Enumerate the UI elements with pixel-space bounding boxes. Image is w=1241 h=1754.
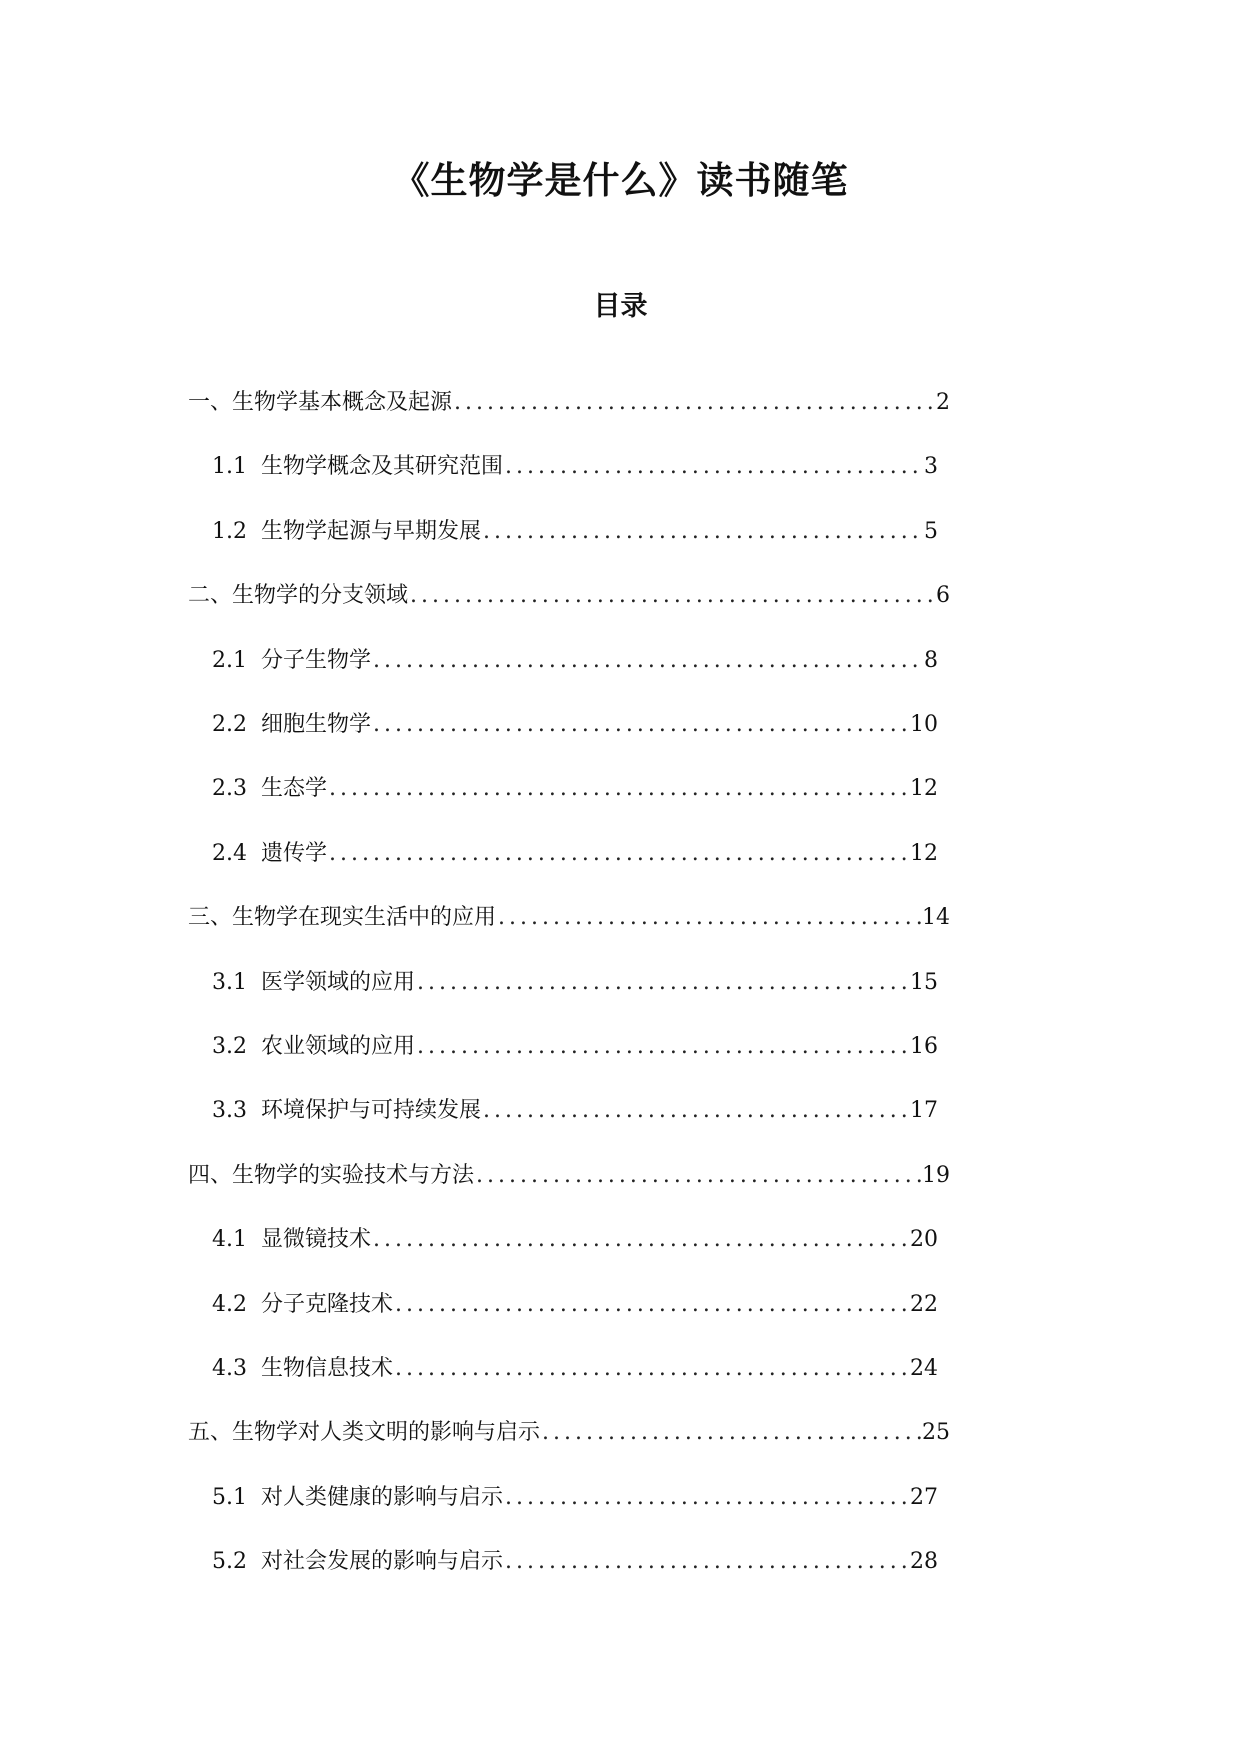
toc-dot-leader bbox=[371, 648, 924, 673]
toc-section-number: 5.1 bbox=[212, 1484, 247, 1510]
toc-entry-title bbox=[212, 1544, 503, 1575]
toc-page-number: 14 bbox=[922, 905, 950, 931]
toc-section-number: 4.1 bbox=[212, 1227, 247, 1253]
toc-entry-title bbox=[212, 1222, 371, 1253]
toc-dot-leader bbox=[327, 841, 910, 866]
toc-section-entry[interactable] bbox=[212, 1544, 938, 1574]
toc-entry-title bbox=[212, 1287, 393, 1318]
toc-chapter-entry[interactable] bbox=[188, 385, 950, 415]
toc-dot-leader bbox=[540, 1420, 922, 1445]
toc-entry-title bbox=[212, 965, 415, 996]
toc-dot-leader bbox=[393, 1356, 910, 1381]
toc-entry-title bbox=[188, 900, 496, 931]
toc-entry-text: 遗传学 bbox=[261, 840, 328, 866]
toc-dot-leader bbox=[474, 1163, 922, 1188]
toc-entry-title bbox=[212, 707, 371, 738]
toc-page-number: 25 bbox=[922, 1420, 950, 1446]
toc-entry-text: 四、生物学的实验技术与方法 bbox=[188, 1162, 475, 1188]
toc-page-number: 24 bbox=[910, 1356, 938, 1381]
toc-entry-text: 一、生物学基本概念及起源 bbox=[188, 390, 453, 415]
toc-page-number: 5 bbox=[924, 518, 938, 544]
toc-entry-title bbox=[188, 385, 452, 416]
toc-dot-leader bbox=[503, 1485, 910, 1510]
toc-section-entry[interactable] bbox=[212, 1222, 938, 1252]
toc-section-number: 3.1 bbox=[212, 969, 247, 995]
toc-section-number: 2.3 bbox=[212, 776, 247, 802]
toc-dot-leader bbox=[496, 905, 922, 930]
toc-entry-text: 生物学起源与早期发展 bbox=[261, 518, 482, 544]
toc-section-number: 3.3 bbox=[212, 1098, 247, 1124]
toc-section-entry[interactable] bbox=[212, 1351, 938, 1381]
toc-dot-leader bbox=[415, 1034, 910, 1059]
toc-section-entry[interactable] bbox=[212, 449, 938, 479]
toc-entry-text: 生物信息技术 bbox=[261, 1356, 394, 1381]
toc-page-number: 17 bbox=[910, 1098, 938, 1124]
toc-dot-leader bbox=[371, 712, 910, 737]
toc-page-number: 15 bbox=[910, 969, 938, 995]
toc-section-number: 1.1 bbox=[212, 454, 247, 480]
toc-chapter-entry[interactable] bbox=[188, 1158, 950, 1188]
toc-chapter-entry[interactable] bbox=[188, 578, 950, 608]
toc-entry-text: 环境保护与可持续发展 bbox=[261, 1098, 482, 1124]
toc-page-number: 16 bbox=[910, 1034, 938, 1059]
toc-page-number: 8 bbox=[924, 647, 938, 673]
toc-dot-leader bbox=[452, 390, 936, 415]
toc-section-number: 5.2 bbox=[212, 1549, 247, 1575]
toc-chapter-entry[interactable] bbox=[188, 1415, 950, 1445]
toc-entry-title bbox=[212, 1029, 415, 1060]
toc-entry-text: 三、生物学在现实生活中的应用 bbox=[188, 905, 497, 931]
toc-dot-leader bbox=[503, 454, 924, 479]
toc-entry-text: 生物学概念及其研究范围 bbox=[261, 454, 504, 480]
toc-entry-title bbox=[212, 643, 371, 674]
toc-entry-title bbox=[212, 836, 327, 867]
toc-entry-title bbox=[212, 514, 481, 545]
toc-entry-title bbox=[188, 1158, 474, 1189]
toc-entry-text: 分子生物学 bbox=[261, 647, 372, 673]
toc-dot-leader bbox=[503, 1549, 910, 1574]
toc-dot-leader bbox=[481, 1098, 910, 1123]
toc-section-number: 1.2 bbox=[212, 518, 247, 544]
toc-page-number: 20 bbox=[910, 1227, 938, 1253]
toc-page-number: 10 bbox=[910, 712, 938, 737]
toc-entry-text: 生态学 bbox=[261, 776, 328, 802]
toc-section-entry[interactable] bbox=[212, 1093, 938, 1123]
toc-section-entry[interactable] bbox=[212, 965, 938, 995]
toc-section-entry[interactable] bbox=[212, 643, 938, 673]
toc-entry-text: 分子克隆技术 bbox=[261, 1291, 394, 1317]
toc-heading: 目录 bbox=[593, 291, 648, 322]
toc-entry-text: 对社会发展的影响与启示 bbox=[261, 1549, 504, 1575]
toc-entry-text: 细胞生物学 bbox=[261, 712, 372, 737]
toc-entry-text: 对人类健康的影响与启示 bbox=[261, 1484, 504, 1510]
toc-section-entry[interactable] bbox=[212, 514, 938, 544]
toc-entry-title bbox=[212, 1093, 481, 1124]
toc-dot-leader bbox=[415, 970, 910, 995]
toc-section-entry[interactable] bbox=[212, 836, 938, 866]
toc-page-number: 2 bbox=[936, 390, 950, 415]
toc-entry-text: 医学领域的应用 bbox=[261, 969, 416, 995]
toc-section-number: 4.3 bbox=[212, 1356, 247, 1381]
toc-dot-leader bbox=[327, 776, 910, 801]
toc-section-entry[interactable] bbox=[212, 771, 938, 801]
toc-dot-leader bbox=[371, 1227, 910, 1252]
document-title: 《生物学是什么》读书随笔 bbox=[392, 159, 849, 202]
toc-page-number: 12 bbox=[910, 776, 938, 802]
toc-dot-leader bbox=[481, 519, 924, 544]
toc-page-number: 19 bbox=[922, 1162, 950, 1188]
toc-entry-text: 五、生物学对人类文明的影响与启示 bbox=[188, 1420, 541, 1446]
toc-entry-text: 显微镜技术 bbox=[261, 1227, 372, 1253]
toc-section-number: 2.4 bbox=[212, 840, 247, 866]
toc-page-number: 22 bbox=[910, 1291, 938, 1317]
toc-entry-text: 农业领域的应用 bbox=[261, 1034, 416, 1059]
toc-section-number: 2.2 bbox=[212, 712, 247, 737]
toc-page-number: 6 bbox=[936, 583, 950, 609]
toc-entry-text: 二、生物学的分支领域 bbox=[188, 583, 409, 609]
toc-entry-title bbox=[212, 1480, 503, 1511]
toc-page-number: 27 bbox=[910, 1484, 938, 1510]
toc-entry-title bbox=[212, 1351, 393, 1382]
toc-entry-title bbox=[188, 578, 408, 609]
toc-section-entry[interactable] bbox=[212, 1029, 938, 1059]
toc-dot-leader bbox=[408, 583, 936, 608]
toc-section-number: 2.1 bbox=[212, 647, 247, 673]
toc-entry-title bbox=[188, 1415, 540, 1446]
toc-dot-leader bbox=[393, 1292, 910, 1317]
toc-entry-title bbox=[212, 771, 327, 802]
toc-entry-title bbox=[212, 449, 503, 480]
toc-chapter-entry[interactable] bbox=[188, 900, 950, 930]
toc-page-number: 3 bbox=[924, 454, 938, 480]
toc-section-number: 3.2 bbox=[212, 1034, 247, 1059]
toc-section-number: 4.2 bbox=[212, 1291, 247, 1317]
toc-section-entry[interactable] bbox=[212, 1480, 938, 1510]
toc-page-number: 12 bbox=[910, 840, 938, 866]
toc-section-entry[interactable] bbox=[212, 1287, 938, 1317]
toc-section-entry[interactable] bbox=[212, 707, 938, 737]
toc-page-number: 28 bbox=[910, 1549, 938, 1575]
